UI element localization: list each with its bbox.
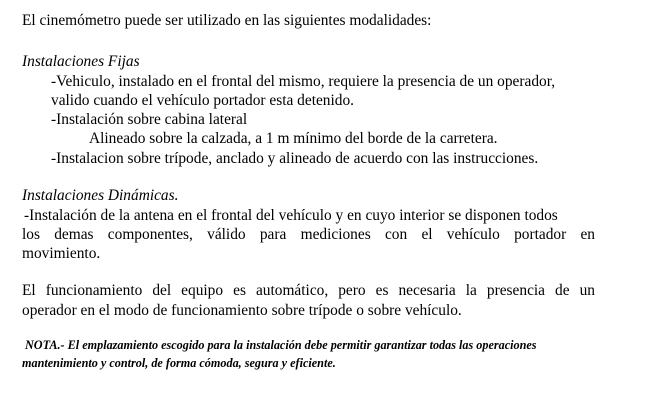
- fixed-installations-heading: Instalaciones Fijas: [22, 53, 140, 70]
- fixed-vehicle-line-cont: valido cuando el vehículo portador esta detenido.: [51, 92, 355, 109]
- fixed-cabin-line: -Instalación sobre cabina lateral: [51, 111, 248, 128]
- dynamic-line-3: movimiento.: [22, 245, 101, 262]
- operation-line-1: El funcionamiento del equipo es automático, pero es necesaria la presencia de un: [22, 282, 595, 299]
- note-line-1: NOTA.- El emplazamiento escogido para la instalación debe permitir garantizar todas las operaciones: [25, 338, 537, 352]
- dynamic-line-1: -Instalación de la antena en el frontal del vehículo y en cuyo interior se disponen todos: [24, 207, 558, 224]
- fixed-cabin-detail-line: Alineado sobre la calzada, a 1 m mínimo del borde de la carretera.: [89, 130, 498, 147]
- operation-line-2: operador en el modo de funcionamiento sobre trípode o sobre vehículo.: [22, 302, 462, 319]
- dynamic-installations-heading: Instalaciones Dinámicas.: [22, 187, 179, 204]
- fixed-vehicle-line: -Vehiculo, instalado en el frontal del mismo, requiere la presencia de un operador,: [51, 73, 556, 90]
- intro-text: El cinemómetro puede ser utilizado en las siguientes modalidades:: [22, 12, 432, 29]
- fixed-tripod-line: -Instalacion sobre trípode, anclado y alineado de acuerdo con las instrucciones.: [51, 150, 539, 167]
- note-line-2: mantenimiento y control, de forma cómoda, segura y eficiente.: [22, 356, 336, 370]
- dynamic-line-2: los demas componentes, válido para mediciones con el vehículo portador en: [22, 226, 595, 243]
